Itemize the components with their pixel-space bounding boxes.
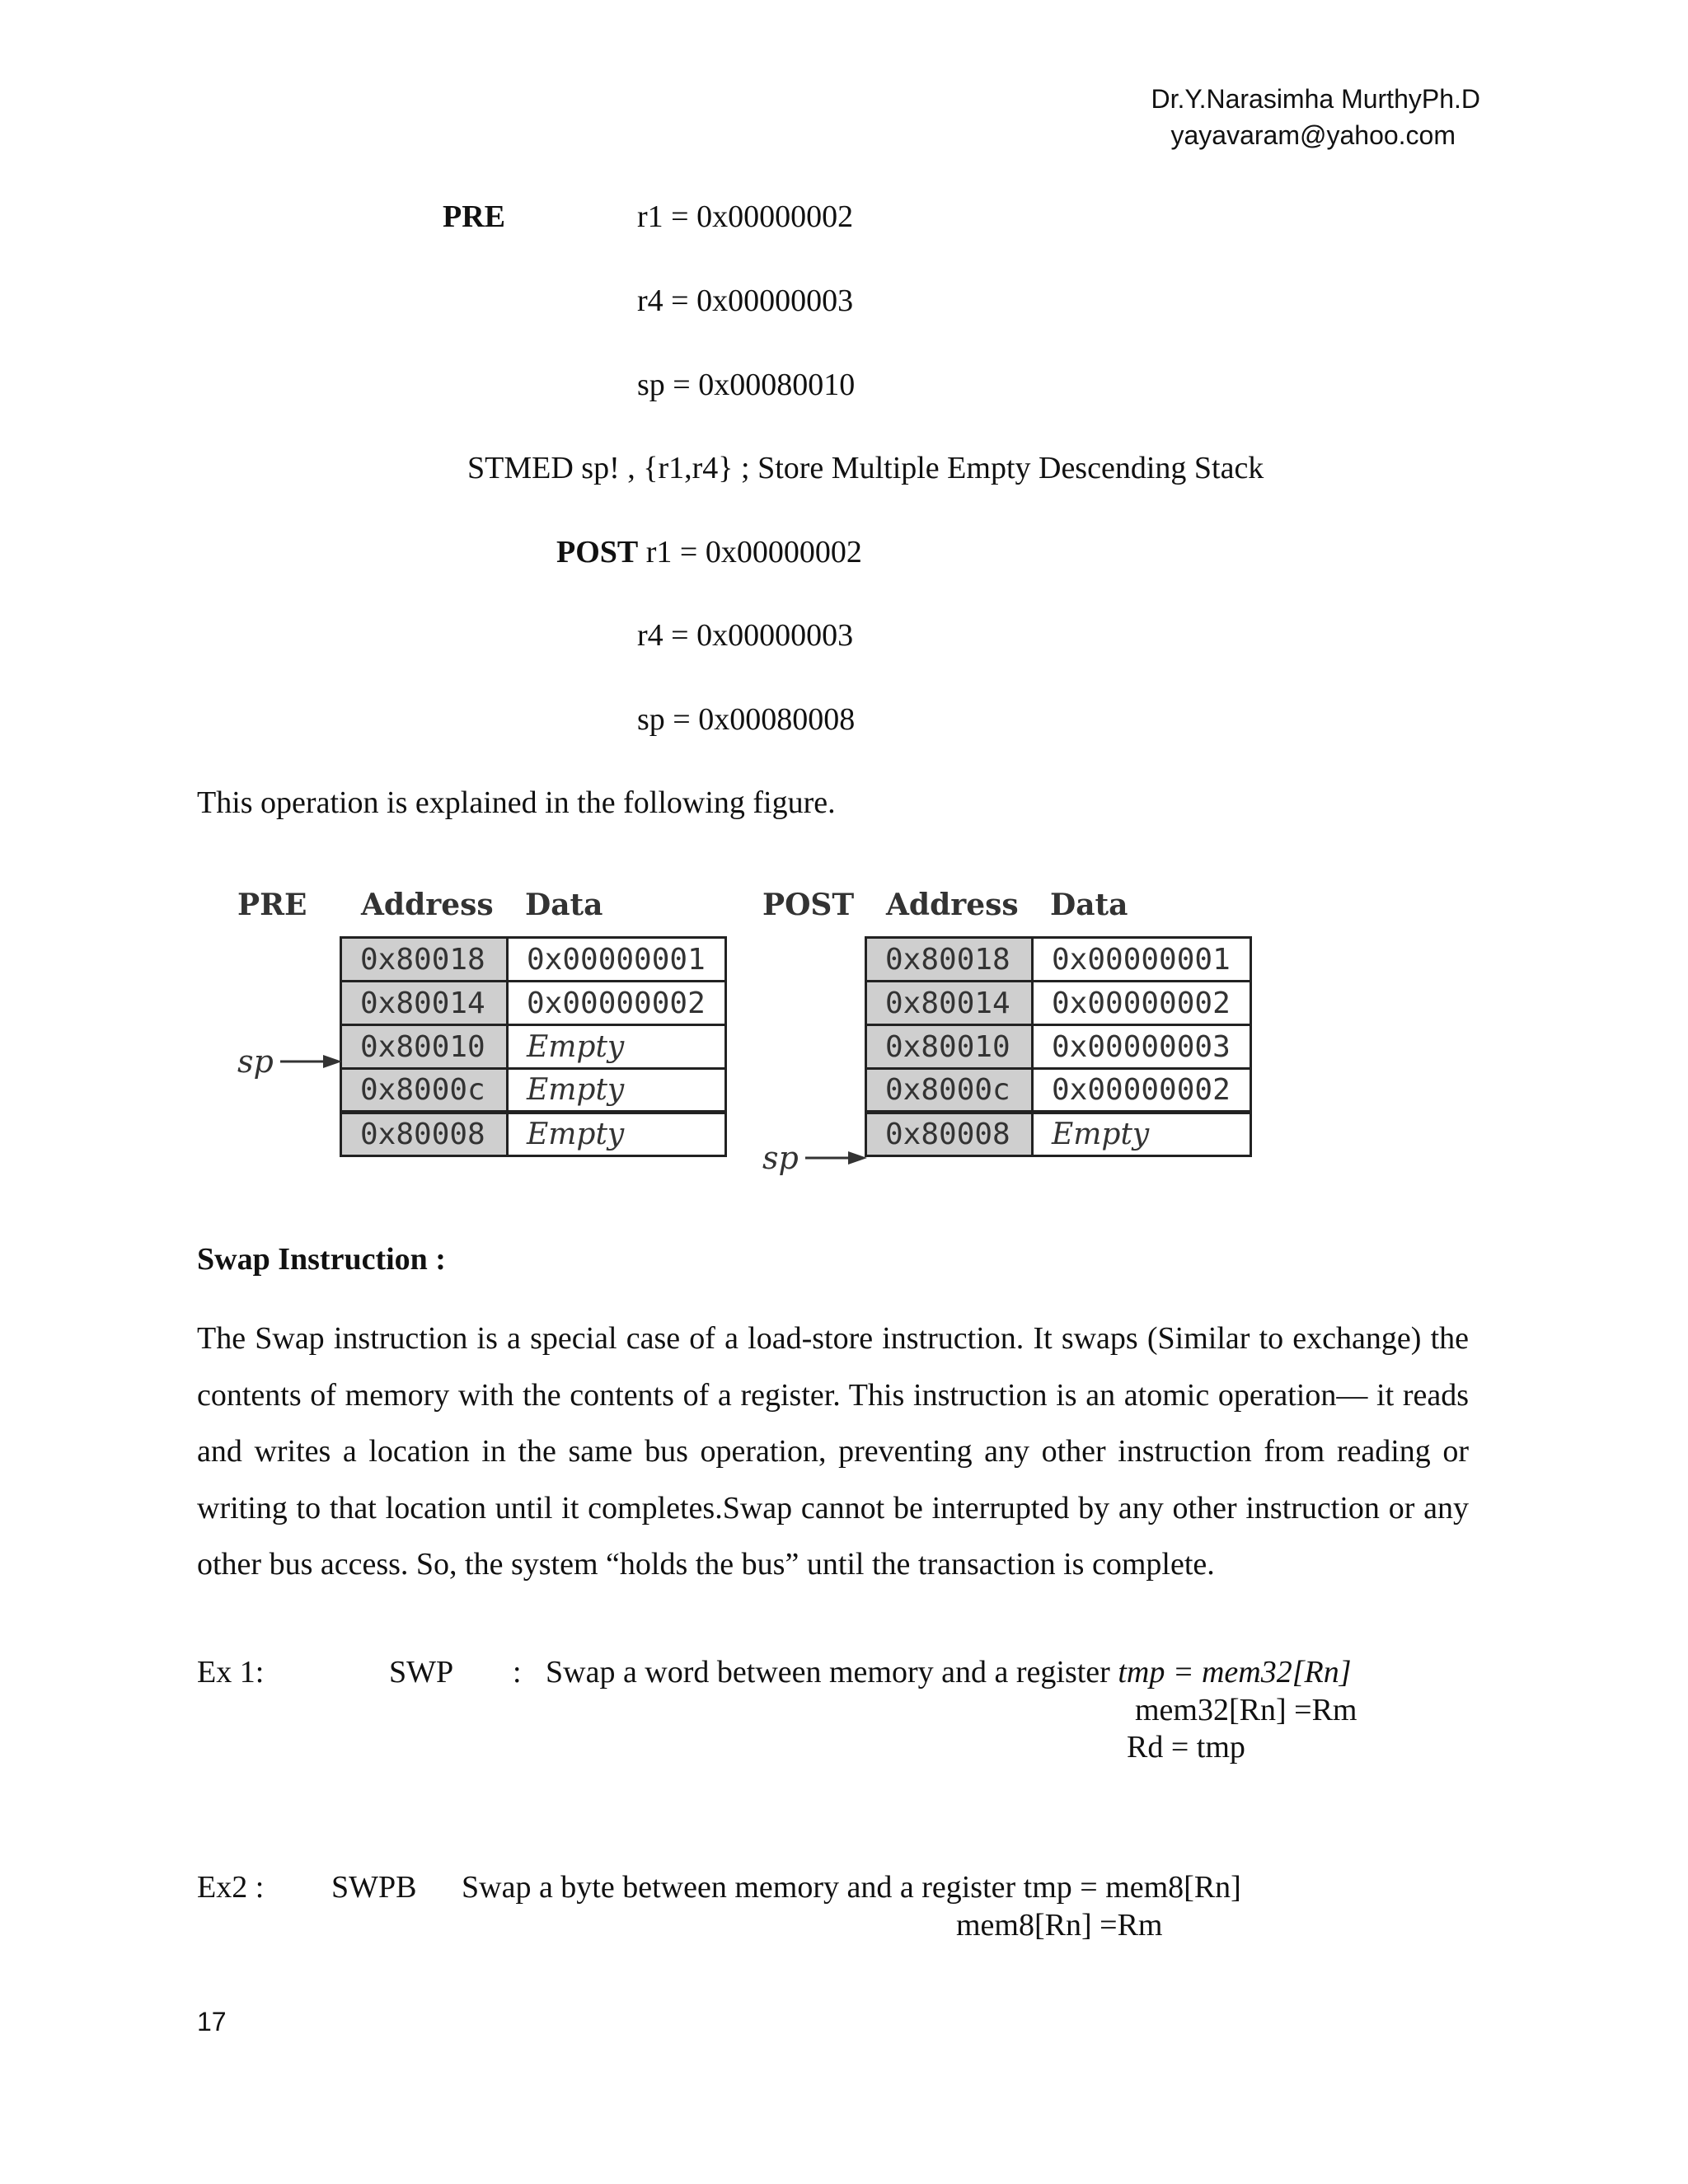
fig-pre-label: PRE	[237, 888, 307, 922]
ex1-formula3: Rd = tmp	[1127, 1730, 1245, 1765]
ex1-mnemonic: SWP	[389, 1655, 454, 1690]
pre-line-r4: r4 = 0x00000003	[637, 284, 854, 318]
figure-intro: This operation is explained in the following figure.	[197, 785, 836, 820]
address-cell: 0x80014	[341, 982, 508, 1025]
data-cell: 0x00000003	[1033, 1025, 1251, 1069]
data-cell: 0x00000002	[508, 982, 726, 1025]
table-row	[866, 1069, 1251, 1113]
address-cell: 0x80010	[866, 1025, 1033, 1069]
fig-post-address-header: Address	[886, 888, 1019, 922]
data-cell: Empty	[508, 1069, 726, 1113]
fig-post-sp-pointer	[762, 1140, 867, 1176]
address-cell: 0x80008	[341, 1113, 508, 1156]
table-row	[341, 1113, 726, 1156]
ex2-description: Swap a byte between memory and a register tmp = mem8[Rn]	[462, 1870, 1241, 1905]
swap-paragraph: The Swap instruction is a special case of a load-store instruction. It swaps (Similar to exchange) the contents of memory with the contents of a register. This instruction is an atomic operation— it reads and writes a location in the same bus operation, preventing any other instruction from reading or writing to that location until it completes.Swap cannot be interrupted by any other instruction or any other bus access. So, the system “holds the bus” until the transaction is complete.	[197, 1321, 1469, 1582]
table-row	[866, 982, 1251, 1025]
fig-pre-data-header: Data	[525, 888, 603, 922]
table-row	[866, 938, 1251, 982]
sp-label: sp	[762, 1140, 799, 1176]
ex1-colon: :	[513, 1655, 522, 1690]
right-arrow-icon	[280, 1053, 342, 1070]
ex1-formula1: tmp = mem32[Rn]	[1118, 1655, 1352, 1690]
pre-label: PRE	[443, 199, 505, 234]
post-line-r1-row	[556, 537, 862, 568]
table-row	[341, 982, 726, 1025]
table-row	[341, 938, 726, 982]
fig-post-memory-table	[865, 936, 1252, 1157]
post-line-sp: sp = 0x00080008	[637, 702, 856, 737]
data-cell: 0x00000001	[1033, 938, 1251, 982]
post-line-r4: r4 = 0x00000003	[637, 618, 854, 653]
ex2-label: Ex2 :	[197, 1870, 265, 1905]
pre-line-sp: sp = 0x00080010	[637, 368, 856, 402]
page-number: 17	[197, 2007, 227, 2036]
table-row	[341, 1025, 726, 1069]
header-author: Dr.Y.Narasimha MurthyPh.D	[1151, 84, 1480, 114]
fig-pre-sp-pointer	[237, 1043, 342, 1080]
swap-heading: Swap Instruction :	[197, 1242, 446, 1277]
address-cell: 0x80018	[866, 938, 1033, 982]
right-arrow-icon	[805, 1150, 867, 1166]
ex1-description-row	[546, 1657, 1352, 1688]
address-cell: 0x80008	[866, 1113, 1033, 1156]
data-cell: 0x00000002	[1033, 982, 1251, 1025]
address-cell: 0x8000c	[341, 1069, 508, 1113]
address-cell: 0x80014	[866, 982, 1033, 1025]
data-cell: Empty	[508, 1025, 726, 1069]
sp-label: sp	[237, 1043, 274, 1080]
table-row	[866, 1025, 1251, 1069]
data-cell: Empty	[1033, 1113, 1251, 1156]
post-label: POST	[556, 535, 639, 569]
ex1-formula2: mem32[Rn] =Rm	[1135, 1693, 1357, 1727]
data-cell: Empty	[508, 1113, 726, 1156]
post-line-r1: r1 = 0x00000002	[645, 535, 862, 569]
header-email: yayavaram@yahoo.com	[1170, 120, 1456, 150]
table-row	[341, 1069, 726, 1113]
data-cell: 0x00000001	[508, 938, 726, 982]
pre-line-r1: r1 = 0x00000002	[637, 199, 854, 234]
stmed-instruction: STMED sp! , {r1,r4} ; Store Multiple Empty Descending Stack	[467, 451, 1264, 485]
address-cell: 0x80010	[341, 1025, 508, 1069]
fig-pre-address-header: Address	[361, 888, 494, 922]
fig-pre-memory-table	[340, 936, 727, 1157]
table-row	[866, 1113, 1251, 1156]
ex2-formula2: mem8[Rn] =Rm	[956, 1908, 1163, 1943]
address-cell: 0x80018	[341, 938, 508, 982]
fig-post-label: POST	[762, 888, 855, 922]
ex1-description: Swap a word between memory and a register	[546, 1655, 1110, 1690]
ex1-label: Ex 1:	[197, 1655, 265, 1690]
data-cell: 0x00000002	[1033, 1069, 1251, 1113]
ex2-mnemonic: SWPB	[331, 1870, 417, 1905]
address-cell: 0x8000c	[866, 1069, 1033, 1113]
fig-post-data-header: Data	[1050, 888, 1128, 922]
